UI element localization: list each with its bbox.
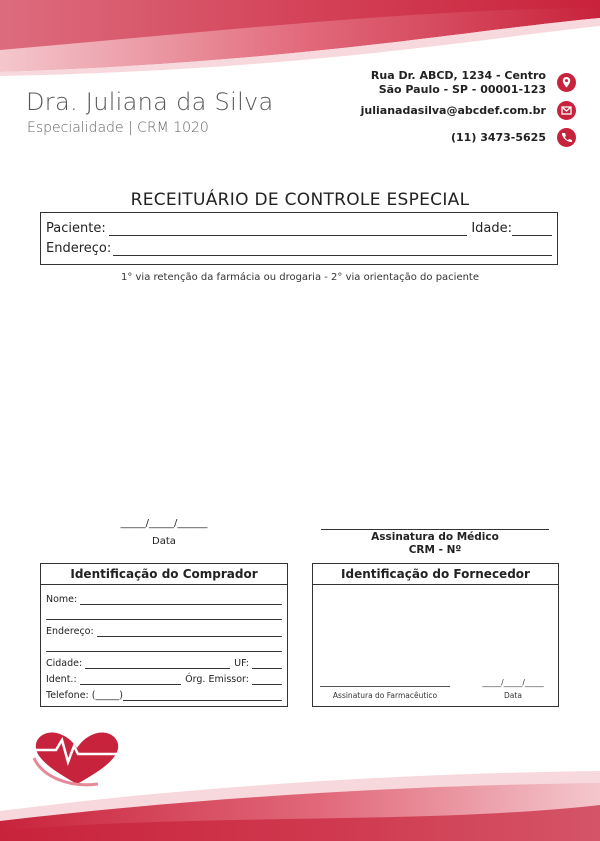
buyer-name-field[interactable] [80, 595, 282, 605]
buyer-uf-field[interactable] [252, 659, 282, 669]
buyer-org-field[interactable] [252, 675, 282, 685]
patient-label: Paciente: [46, 221, 106, 236]
buyer-ident-label: Ident.: [46, 674, 77, 685]
date-field[interactable]: _____/_____/______ [120, 518, 208, 529]
buyer-org-label: Órg. Emissor: [185, 674, 249, 685]
address-label: Endereço: [46, 241, 112, 256]
form-title: RECEITUÁRIO DE CONTROLE ESPECIAL [130, 190, 470, 210]
pharmacist-label: Assinatura do Farmacêutico [332, 691, 438, 700]
supplier-date-label: Data [504, 691, 522, 700]
buyer-city-field[interactable] [85, 659, 230, 669]
patient-box [40, 212, 558, 265]
age-field[interactable] [512, 223, 552, 236]
buyer-address-label: Endereço: [46, 626, 94, 637]
buyer-uf-label: UF: [234, 658, 249, 669]
address-field[interactable] [113, 243, 552, 256]
pharmacist-signature-line[interactable] [320, 686, 450, 687]
buyer-address-field-2[interactable] [46, 642, 282, 652]
heart-logo-icon [28, 728, 126, 790]
copy-note: 1° via retenção da farmácia ou drogaria - 2° via orientação do paciente [120, 272, 480, 283]
email-icon [557, 101, 576, 120]
crm-label: CRM - Nº [408, 544, 462, 556]
email-text[interactable]: julianadasilva@abcdef.com.br [360, 104, 546, 117]
buyer-box [40, 563, 288, 707]
buyer-name-label: Nome: [46, 594, 78, 605]
supplier-title: Identificação do Fornecedor [313, 564, 558, 585]
buyer-address-field[interactable] [97, 627, 282, 637]
address-text: Rua Dr. ABCD, 1234 - Centro São Paulo - SP - 00001-123 [370, 69, 546, 96]
buyer-name-field-2[interactable] [46, 610, 282, 620]
supplier-date-field[interactable]: _____/_____/_____ [482, 678, 544, 687]
buyer-title: Identificação do Comprador [41, 564, 287, 585]
location-pin-icon [557, 73, 576, 92]
buyer-phone-label: Telefone: (_____) [46, 690, 123, 701]
doctor-name: Dra. Juliana da Silva [26, 88, 274, 116]
date-label: Data [152, 536, 176, 547]
patient-field[interactable] [109, 223, 468, 236]
doctor-specialty: Especialidade | CRM 1020 [27, 120, 209, 136]
buyer-ident-field[interactable] [80, 675, 182, 685]
doctor-signature-line[interactable] [321, 529, 549, 530]
buyer-city-label: Cidade: [46, 658, 83, 669]
phone-text[interactable]: (11) 3473-5625 [451, 131, 546, 144]
header-wave [0, 0, 600, 80]
phone-icon [557, 128, 576, 147]
signature-label: Assinatura do Médico [371, 531, 499, 543]
supplier-box [312, 563, 559, 707]
buyer-phone-field[interactable] [123, 691, 282, 701]
age-label: Idade: [471, 221, 512, 236]
